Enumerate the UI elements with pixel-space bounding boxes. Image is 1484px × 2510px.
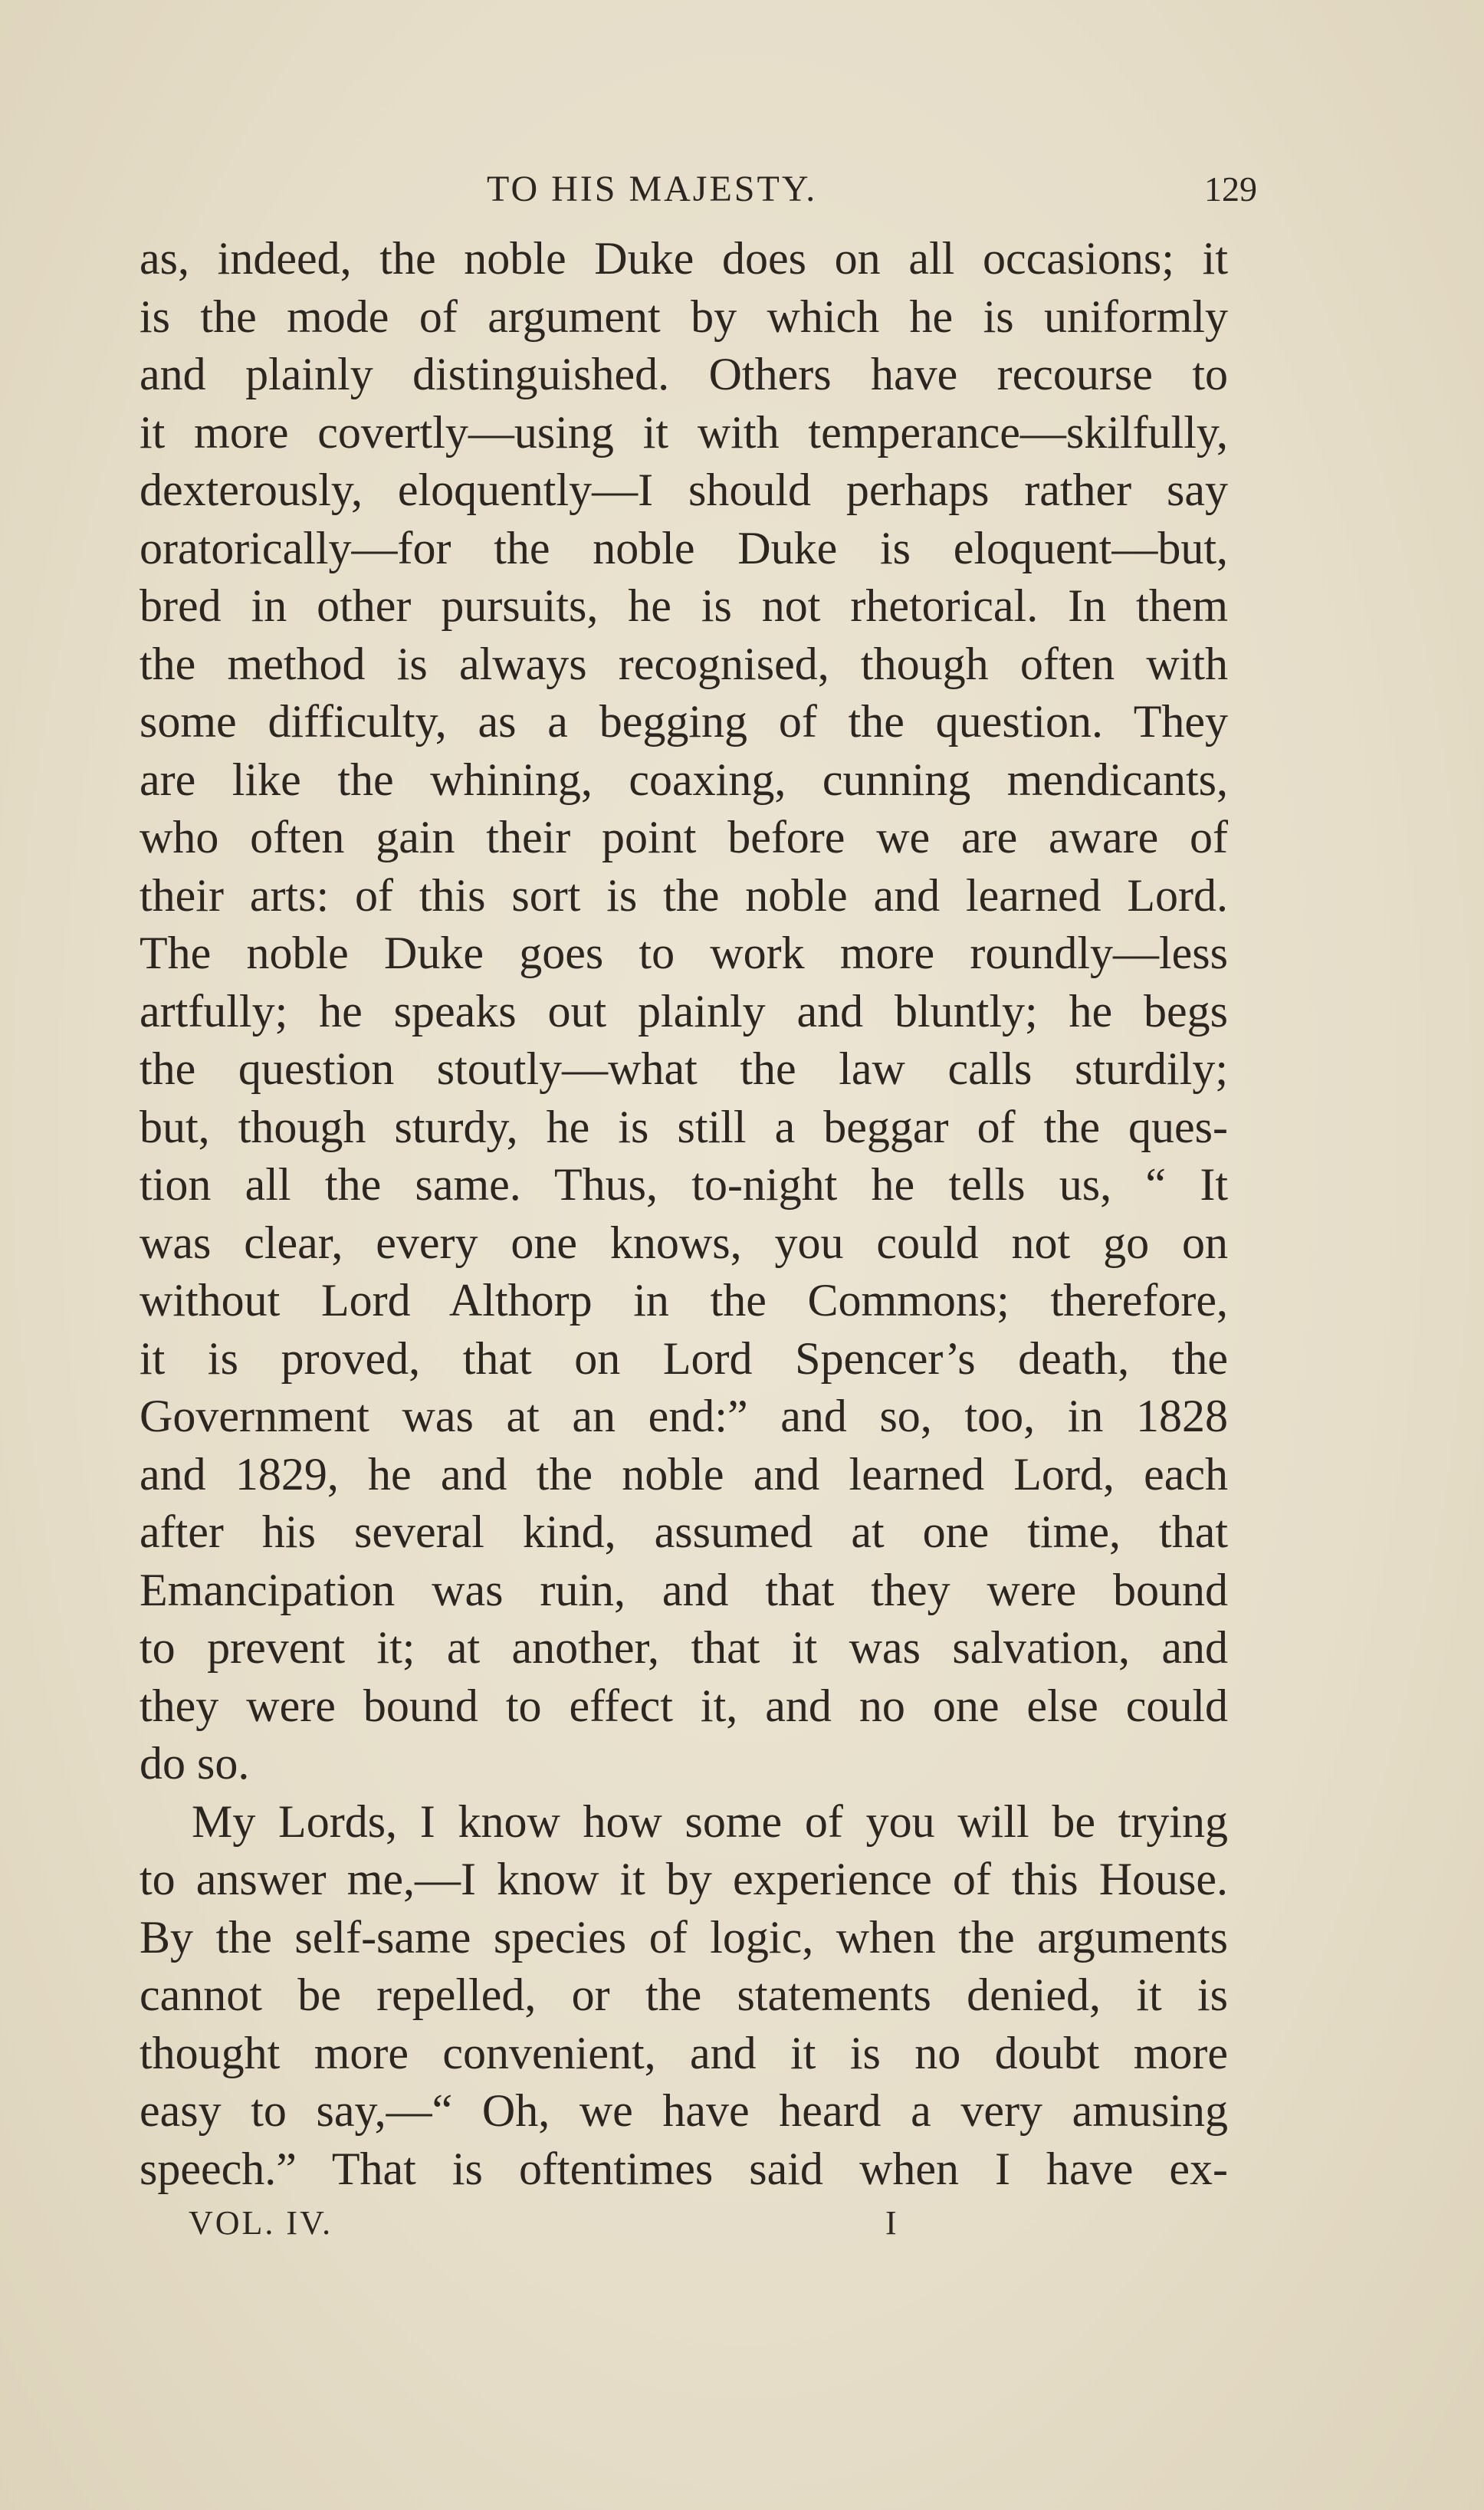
text-line: and 1829, he and the noble and learned Lord, each: [140, 1448, 1228, 1500]
text-line: who often gain their point before we are aware of: [140, 812, 1228, 862]
text-line: The noble Duke goes to work more roundly—less: [140, 928, 1228, 978]
text-line: are like the whining, coaxing, cunning mendicants,: [140, 754, 1228, 805]
paragraph-start-line: My Lords, I know how some of you will be trying: [192, 1795, 1228, 1847]
page-number: 129: [1204, 169, 1257, 209]
text-line: the method is always recognised, though often with: [140, 638, 1228, 689]
text-line: it is proved, that on Lord Spencer’s death, the: [140, 1332, 1228, 1384]
text-line: Emancipation was ruin, and that they were bound: [140, 1564, 1228, 1615]
text-line: they were bound to effect it, and no one else could: [140, 1680, 1228, 1731]
text-line: oratorically—for the noble Duke is eloquent—but,: [140, 522, 1228, 573]
text-line: artfully; he speaks out plainly and bluntly; he begs: [140, 985, 1228, 1037]
text-line: bred in other pursuits, he is not rhetorical. In them: [140, 580, 1228, 631]
text-line: to prevent it; at another, that it was salvation, and: [140, 1622, 1228, 1673]
text-line: and plainly distinguished. Others have recourse to: [140, 349, 1228, 399]
text-line: is the mode of argument by which he is uniformly: [140, 291, 1228, 342]
text-line: it more covertly—using it with temperance—skilfully,: [140, 406, 1228, 458]
text-line: to answer me,—I know it by experience of this House.: [140, 1854, 1228, 1904]
text-line: By the self-same species of logic, when the arguments: [140, 1911, 1228, 1963]
text-line: was clear, every one knows, you could not go on: [140, 1217, 1228, 1268]
text-line: without Lord Althorp in the Commons; therefore,: [140, 1275, 1228, 1326]
running-title: TO HIS MAJESTY.: [487, 169, 818, 209]
text-line: Government was at an end:” and so, too, in 1828: [140, 1391, 1228, 1441]
text-line: the question stoutly—what the law calls sturdily;: [140, 1043, 1228, 1094]
body-text: [140, 230, 1228, 2198]
text-line: tion all the same. Thus, to-night he tells us, “ It: [140, 1159, 1228, 1210]
text-line: thought more convenient, and it is no doubt more: [140, 2027, 1228, 2078]
text-line: some difficulty, as a begging of the question. They: [140, 696, 1228, 747]
paragraph-end-line: do so.: [140, 1738, 250, 1789]
text-line: their arts: of this sort is the noble and learned Lord.: [140, 869, 1228, 921]
signature-mark: I: [885, 2204, 899, 2242]
text-line: dexterously, eloquently—I should perhaps rather say: [140, 465, 1228, 515]
text-line: easy to say,—“ Oh, we have heard a very amusing: [140, 2085, 1228, 2136]
text-line: cannot be repelled, or the statements denied, it is: [140, 1970, 1228, 2020]
text-line: but, though sturdy, he is still a beggar of the ques-: [140, 1101, 1228, 1152]
text-line: after his several kind, assumed at one time, that: [140, 1506, 1228, 1557]
running-head: [138, 163, 1257, 216]
page-footer: [138, 2200, 1257, 2246]
text-line: speech.” That is oftentimes said when I have ex-: [140, 2143, 1228, 2194]
volume-label: VOL. IV.: [189, 2204, 333, 2242]
text-line: as, indeed, the noble Duke does on all occasions; it: [140, 233, 1228, 284]
